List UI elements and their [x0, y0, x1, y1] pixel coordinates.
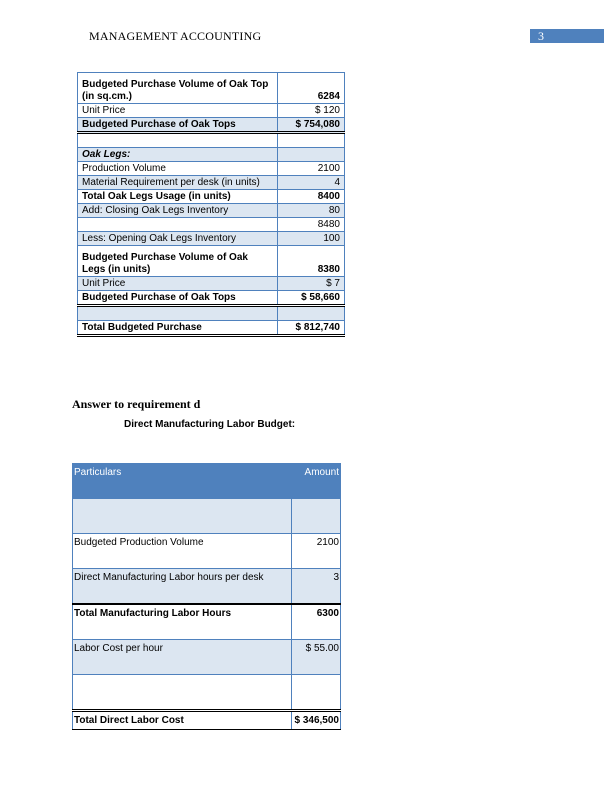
table-row [73, 499, 341, 534]
row-label: Unit Price [78, 104, 278, 118]
table-row [78, 104, 345, 118]
row-label: Unit Price [78, 277, 278, 291]
row-value [278, 306, 345, 321]
table-row [78, 277, 345, 291]
particulars-header: Particulars [73, 464, 292, 499]
row-value: 8400 [278, 190, 345, 204]
row-label: Budgeted Production Volume [73, 534, 292, 569]
row-label: Total Budgeted Purchase [78, 321, 278, 336]
row-value: $ 812,740 [278, 321, 345, 336]
row-label: Total Manufacturing Labor Hours [73, 604, 292, 640]
row-value [292, 499, 341, 534]
table-row [73, 569, 341, 605]
row-value: $ 55.00 [292, 640, 341, 675]
table-row [73, 604, 341, 640]
row-value: 6300 [292, 604, 341, 640]
row-label: Labor Cost per hour [73, 640, 292, 675]
row-value: $ 58,660 [278, 291, 345, 306]
table-row [73, 534, 341, 569]
oak-purchase-budget-table [77, 72, 345, 337]
row-label: Material Requirement per desk (in units) [78, 176, 278, 190]
row-label: Budgeted Purchase Volume of Oak Top (in sq.cm.) [78, 73, 278, 104]
row-value: $ 346,500 [292, 711, 341, 730]
table-row [78, 162, 345, 176]
answer-heading: Answer to requirement d [72, 397, 201, 411]
amount-header: Amount [292, 464, 341, 499]
table-row [78, 306, 345, 321]
budget-title: Direct Manufacturing Labor Budget: [124, 419, 296, 430]
row-label: Direct Manufacturing Labor hours per desk [73, 569, 292, 605]
row-value: 80 [278, 204, 345, 218]
row-label: Less: Opening Oak Legs Inventory [78, 232, 278, 246]
table-row [78, 218, 345, 232]
table-row [73, 675, 341, 711]
row-label: Add: Closing Oak Legs Inventory [78, 204, 278, 218]
row-value: 8480 [278, 218, 345, 232]
table-row [78, 246, 345, 277]
row-label: Budgeted Purchase of Oak Tops [78, 291, 278, 306]
row-value: 8380 [278, 246, 345, 277]
table-header-row [73, 464, 341, 499]
row-value: $ 7 [278, 277, 345, 291]
table-row [73, 711, 341, 730]
row-value: 3 [292, 569, 341, 605]
row-value: 100 [278, 232, 345, 246]
row-label [78, 218, 278, 232]
row-label: Budgeted Purchase of Oak Tops [78, 118, 278, 133]
row-value: $ 754,080 [278, 118, 345, 133]
running-header-title: MANAGEMENT ACCOUNTING [89, 29, 262, 43]
table-row [78, 291, 345, 306]
row-value: $ 120 [278, 104, 345, 118]
row-value [278, 133, 345, 148]
row-label: Total Direct Labor Cost [73, 711, 292, 730]
row-value [292, 675, 341, 711]
row-label: Total Oak Legs Usage (in units) [78, 190, 278, 204]
section-label: Oak Legs: [78, 148, 278, 162]
table-row [78, 321, 345, 336]
table-row [78, 204, 345, 218]
table-row [78, 73, 345, 104]
row-value: 4 [278, 176, 345, 190]
table-row [78, 190, 345, 204]
row-value: 2100 [292, 534, 341, 569]
page-number-badge: 3 [530, 29, 604, 43]
row-value: 6284 [278, 73, 345, 104]
table-row [73, 640, 341, 675]
table-row [78, 133, 345, 148]
row-label: Budgeted Purchase Volume of Oak Legs (in units) [78, 246, 278, 277]
row-label [78, 133, 278, 148]
row-label [78, 306, 278, 321]
row-label: Production Volume [78, 162, 278, 176]
row-label [73, 675, 292, 711]
labor-budget-table [72, 463, 341, 730]
table-row [78, 148, 345, 162]
table-row [78, 176, 345, 190]
table-row [78, 118, 345, 133]
row-value [278, 148, 345, 162]
row-label [73, 499, 292, 534]
table-row [78, 232, 345, 246]
row-value: 2100 [278, 162, 345, 176]
